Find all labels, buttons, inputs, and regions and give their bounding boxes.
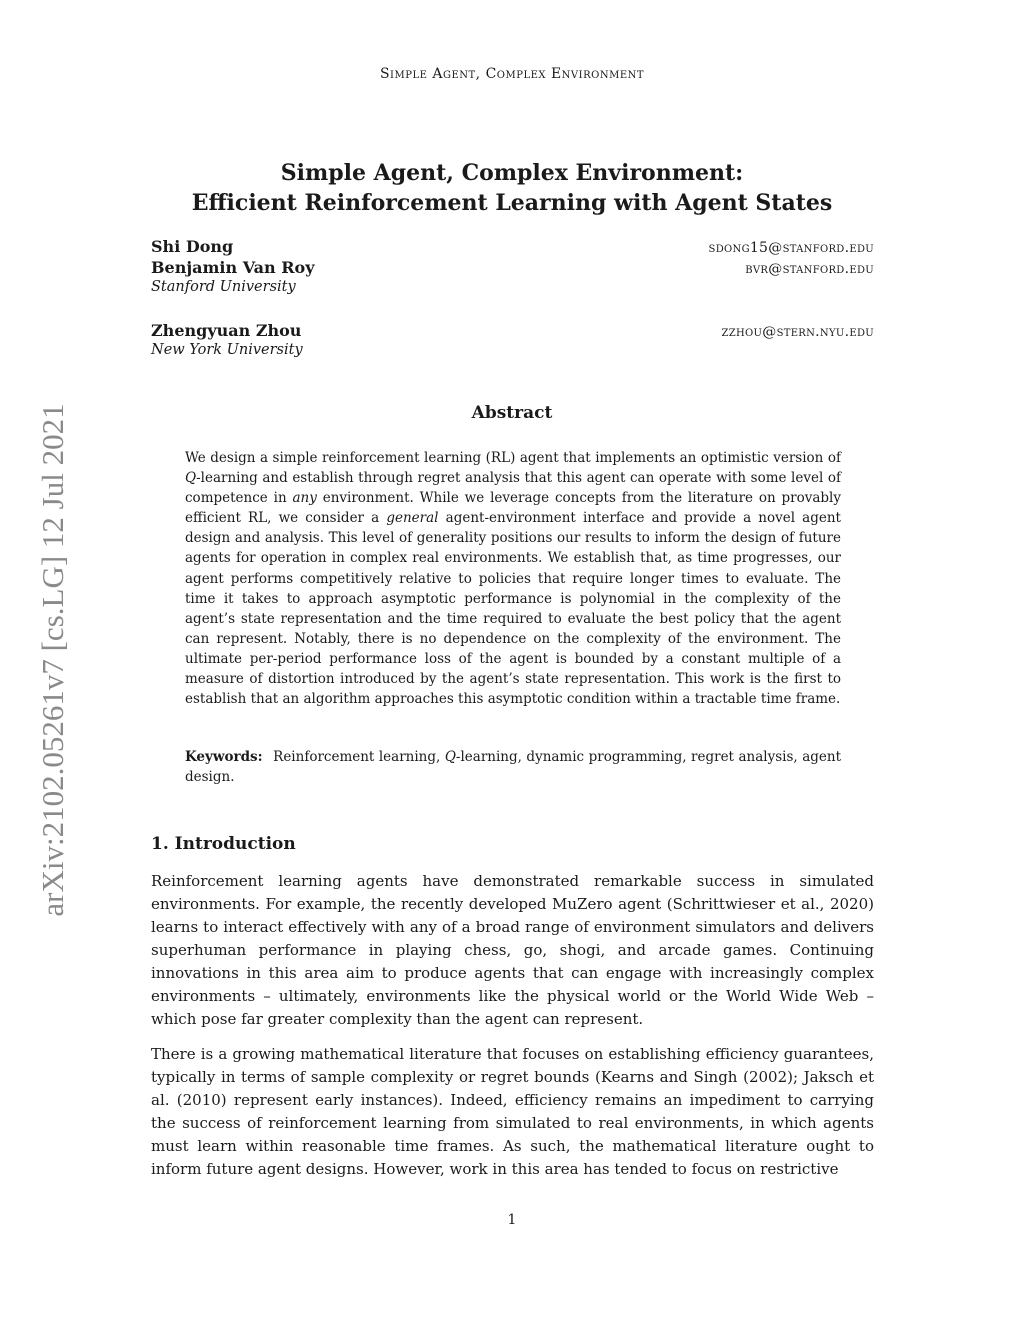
author-email[interactable]: bvr@stanford.edu: [745, 261, 874, 277]
author-email[interactable]: zzhou@stern.nyu.edu: [721, 324, 874, 340]
keywords-text: Reinforcement learning,: [273, 749, 445, 765]
abstract-text: We design a simple reinforcement learning (RL) agent that implements an optimistic version of: [185, 450, 841, 466]
author-email[interactable]: sdong15@stanford.edu: [708, 240, 874, 256]
author-name: Benjamin Van Roy: [151, 258, 315, 277]
emphasis-any: any: [292, 490, 317, 507]
author-affiliation: New York University: [151, 342, 303, 358]
intro-paragraph-2: There is a growing mathematical literature that focuses on establishing efficiency guarantees, typically in terms of sample complexity or regret bounds (Kearns and Singh (2002); Jaksch et al. (2010) represent early instances). Indeed, efficiency remains an impediment to carrying the success of reinforcement learning from simulated to real environments, in which agents must learn within reasonable time frames. As such, the mathematical literature ought to inform future agent designs. However, work in this area has tended to focus on restrictive: [151, 1045, 874, 1178]
keywords-text: -learning, dynamic programming, regret analysis, agent design.: [185, 749, 841, 786]
abstract-text: agent-environment interface and provide a novel agent design and analysis. This level of generality positions our results to inform the design of future agents for operation in complex real environments. We establish that, as time progresses, our agent performs competitively relative to policies that require longer times to evaluate. The time it takes to approach asymptotic performance is polynomial in the complexity of the agent’s state representation and the time required to evaluate the best policy that the agent can represent. Notably, there is no dependence on the complexity of the environment. The ultimate per-period performance loss of the agent is bounded by a constant multiple of a measure of distortion introduced by the agent’s state representation. This work is the first to establish that an algorithm approaches this asymptotic condition within a tractable time frame.: [185, 510, 841, 708]
emphasis-general: general: [386, 510, 439, 527]
page-number: 1: [507, 1212, 517, 1228]
arxiv-identifier-stamp[interactable]: arXiv:2102.05261v7 [cs.LG] 12 Jul 2021: [35, 403, 70, 917]
author-row: [151, 321, 874, 342]
abstract-text: -learning and establish through regret analysis that this agent can operate with some level of competence in: [185, 470, 841, 507]
author-affiliation: Stanford University: [151, 279, 296, 295]
title-line-2: Efficient Reinforcement Learning with Agent States: [191, 190, 833, 216]
title-line-1: Simple Agent, Complex Environment:: [280, 160, 744, 186]
abstract-text: environment. While we leverage concepts from the literature on provably efficient RL, we consider a: [185, 490, 842, 527]
author-block-stanford: [151, 237, 874, 300]
keywords: [185, 747, 841, 787]
section-heading-introduction: 1. Introduction: [151, 834, 296, 854]
intro-paragraph-1: Reinforcement learning agents have demonstrated remarkable success in simulated environments. For example, the recently developed MuZero agent (Schrittwieser et al., 2020) learns to interact effectively with any of a broad range of environment simulators and delivers superhuman performance in playing chess, go, shogi, and arcade games. Continuing innovations in this area aim to produce agents that can engage with increasingly complex environments – ultimately, environments like the physical world or the World Wide Web – which pose far greater complexity than the agent can represent.: [151, 872, 874, 1028]
running-head: Simple Agent, Complex Environment: [379, 66, 645, 82]
q-symbol: Q: [444, 749, 456, 765]
abstract-heading: Abstract: [471, 403, 553, 423]
abstract-body: [185, 448, 841, 709]
paper-title: [0, 158, 1024, 218]
author-name: Zhengyuan Zhou: [151, 321, 302, 340]
q-symbol: Q: [185, 470, 197, 487]
author-row: [151, 237, 874, 258]
author-row: [151, 258, 874, 279]
author-name: Shi Dong: [151, 237, 234, 256]
keywords-label: Keywords:: [185, 749, 263, 765]
author-block-nyu: [151, 321, 874, 363]
